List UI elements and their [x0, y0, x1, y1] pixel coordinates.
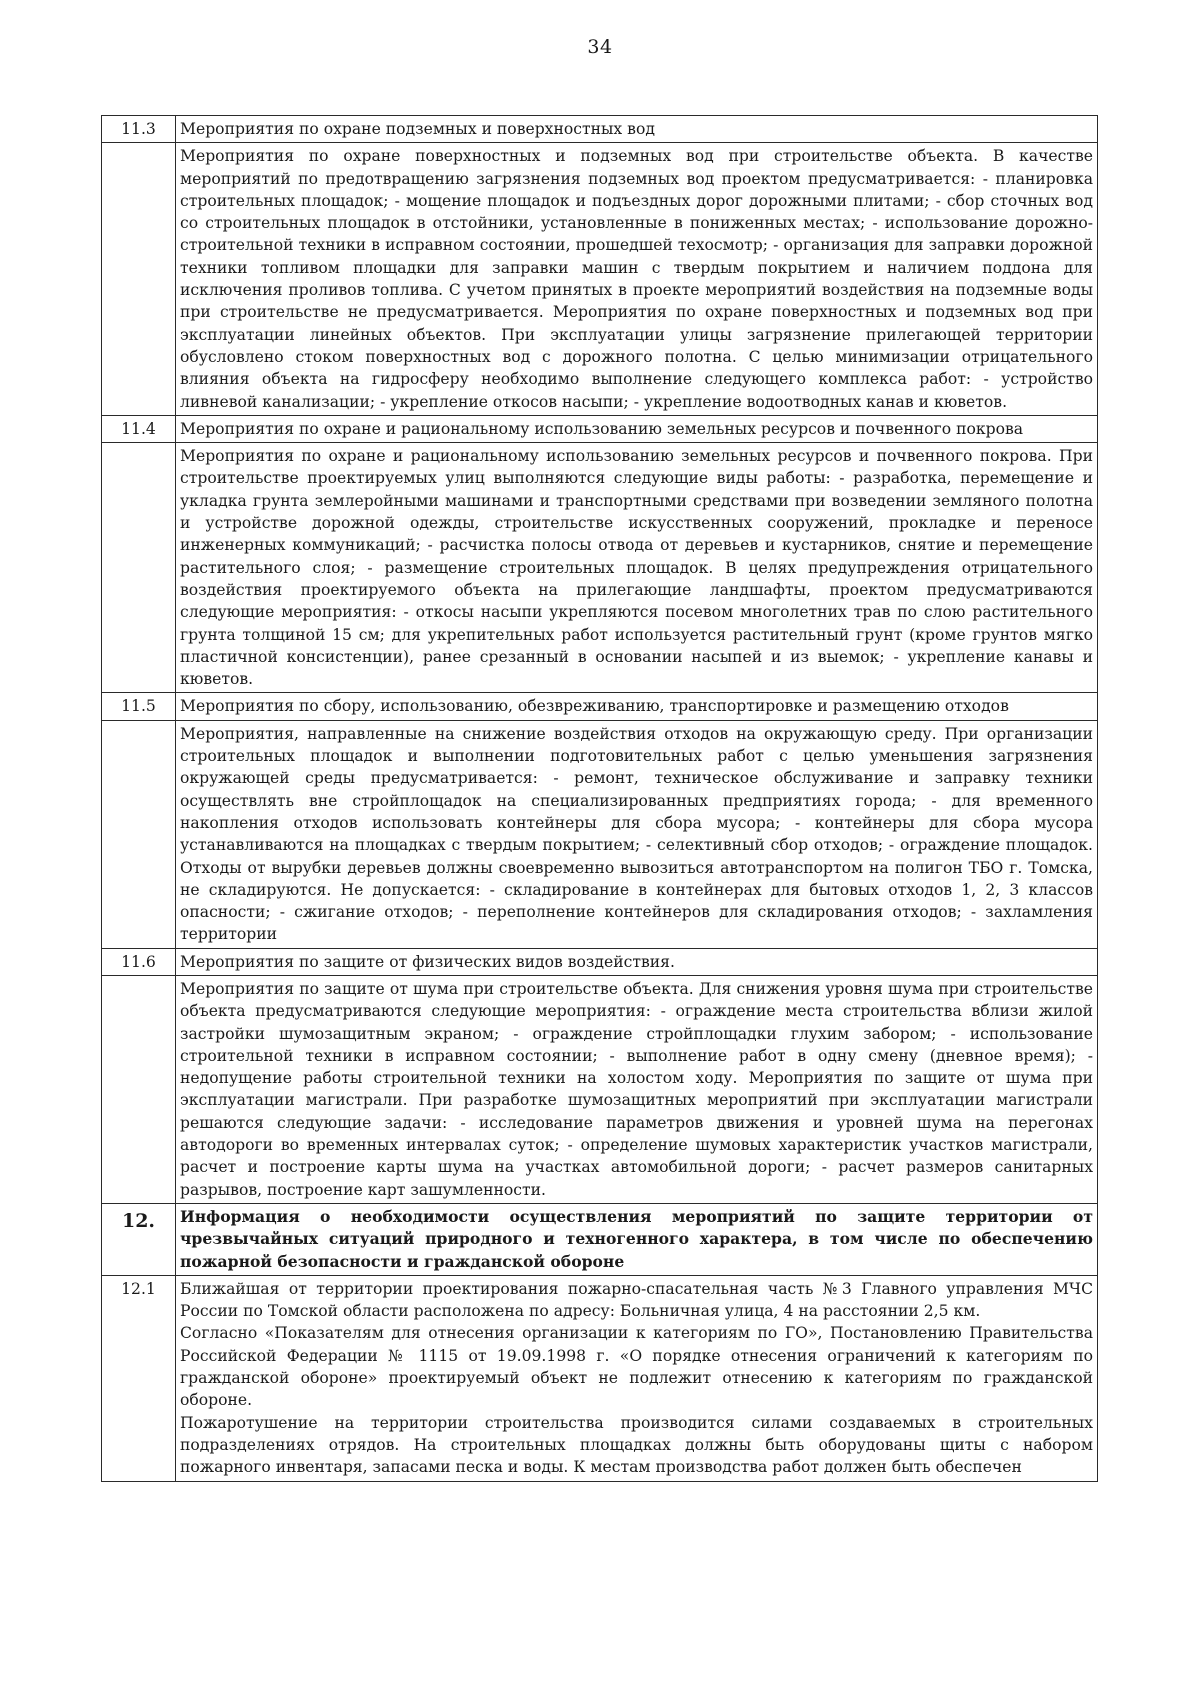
- section-number: 12.: [102, 1203, 176, 1275]
- measures-table: [101, 115, 1098, 1482]
- section-body: [176, 975, 1098, 1203]
- section-title: Мероприятия по защите от физических видов воздействия.: [176, 948, 1098, 975]
- table-row: [102, 720, 1098, 948]
- section-body: [176, 1275, 1098, 1481]
- table-row: [102, 1275, 1098, 1481]
- section-title: Мероприятия по сбору, использованию, обезвреживанию, транспортировке и размещению отходов: [176, 693, 1098, 720]
- table-row: [102, 415, 1098, 442]
- empty-cell: [102, 443, 176, 693]
- table-row: [102, 975, 1098, 1203]
- table-row: [102, 116, 1098, 143]
- empty-cell: [102, 143, 176, 416]
- section-number: 11.3: [102, 116, 176, 143]
- table-row: [102, 143, 1098, 416]
- body-paragraph: Ближайшая от территории проектирования пожарно-спасательная часть №3 Главного управления МЧС России по Томской области расположена по адресу: Больничная улица, 4 на расстоянии 2,5 км.: [180, 1279, 1093, 1321]
- body-paragraph: Согласно «Показателям для отнесения организации к категориям по ГО», Постановлению Правительства Российской Федерации № 1115 от 19.09.1998 г. «О порядке отнесения ограничений к категориям по гражданской обороне» проектируемый объект не подлежит отнесению к категориям по гражданской обороне.: [180, 1324, 1093, 1410]
- section-number: 11.5: [102, 693, 176, 720]
- body-paragraph: Мероприятия по охране и рациональному использованию земельных ресурсов и почвенного покрова. При строительстве проектируемых улиц выполняются следующие виды работы: - разработка, перемещение и укладка грунта землеройными машинами и транспортными средствами при возведении земляного полотна и устройстве дорожной одежды, строительстве искусственных сооружений, прокладке и переносе инженерных коммуникаций; - расчистка полосы отвода от деревьев и кустарников, снятие и перемещение растительного слоя; - размещение строительных площадок. В целях предупреждения отрицательного воздействия проектируемого объекта на прилегающие ландшафты, проектом предусматриваются следующие мероприятия: - откосы насыпи укрепляются посевом многолетних трав по слою растительного грунта толщиной 15 см; для укрепительных работ используется растительный грунт (кроме грунтов мягко пластичной консистенции), ранее срезанный в основании насыпей и из выемок; - укрепление канавы и кюветов.: [180, 447, 1093, 689]
- section-number: 12.1: [102, 1275, 176, 1481]
- body-paragraph: Мероприятия по охране поверхностных и подземных вод при строительстве объекта. В качестве мероприятий по предотвращению загрязнения подземных вод проектом предусматривается: - планировка строительных площадок; - мощение площадок и подъездных дорог дорожными плитами; - сбор сточных вод со строительных площадок в отстойники, установленные в пониженных местах; - использование дорожно-строительной техники в исправном состоянии, прошедшей техосмотр; - организация для заправки дорожной техники топливом площадки для заправки машин с твердым покрытием и наличием поддона для исключения проливов топлива. С учетом принятых в проекте мероприятий воздействия на подземные воды при строительстве не предусматривается. Мероприятия по охране поверхностных и подземных вод при эксплуатации линейных объектов. При эксплуатации улицы загрязнение прилегающей территории обусловлено стоком поверхностных вод с дорожного полотна. С целью минимизации отрицательного влияния объекта на гидросферу необходимо выполнение следующего комплекса работ: - устройство ливневой канализации; - укрепление откосов насыпи; - укрепление водоотводных канав и кюветов.: [180, 147, 1093, 411]
- section-body: [176, 720, 1098, 948]
- section-title: Мероприятия по охране и рациональному использованию земельных ресурсов и почвенного покрова: [176, 415, 1098, 442]
- body-paragraph: Мероприятия по защите от шума при строительстве объекта. Для снижения уровня шума при строительстве объекта предусматриваются следующие мероприятия: - ограждение места строительства вблизи жилой застройки шумозащитным экраном; - ограждение стройплощадки глухим забором; - использование строительной техники в исправном состоянии; - выполнение работ в одну смену (дневное время); - недопущение работы строительной техники на холостом ходу. Мероприятия по защите от шума при эксплуатации магистрали. При разработке шумозащитных мероприятий при эксплуатации магистрали решаются следующие задачи: - исследование параметров движения и уровней шума на перегонах автодороги во временных интервалах суток; - определение шумовых характеристик участков магистрали, расчет и построение карты шума на участках автомобильной дороги; - расчет размеров санитарных разрывов, построение карт зашумленности.: [180, 979, 1093, 1199]
- section-number: 11.4: [102, 415, 176, 442]
- body-paragraph: Пожаротушение на территории строительства производится силами создаваемых в строительных подразделениях отрядов. На строительных площадках должны быть оборудованы щиты с набором пожарного инвентаря, запасами песка и воды. К местам производства работ должен быть обеспечен: [180, 1413, 1093, 1477]
- table-row: [102, 443, 1098, 693]
- section-title: Мероприятия по охране подземных и поверхностных вод: [176, 116, 1098, 143]
- body-paragraph: Мероприятия, направленные на снижение воздействия отходов на окружающую среду. При организации строительных площадок и выполнении подготовительных работ с целью уменьшения загрязнения окружающей среды предусматривается: - ремонт, техническое обслуживание и заправку техники осуществлять вне стройплощадок на специализированных предприятиях города; - для временного накопления отходов использовать контейнеры для сбора мусора; - контейнеры для сбора мусора устанавливаются на площадках с твердым покрытием; - селективный сбор отходов; - ограждение площадок. Отходы от вырубки деревьев должны своевременно вывозиться автотранспортом на полигон ТБО г. Томска, не складируются. Не допускается: - складирование в контейнерах для бытовых отходов 1, 2, 3 классов опасности; - сжигание отходов; - переполнение контейнеров для складирования отходов; - захламления территории: [180, 724, 1093, 944]
- table-row: [102, 1203, 1098, 1275]
- table-row: [102, 693, 1098, 720]
- table-row: [102, 948, 1098, 975]
- section-body: [176, 143, 1098, 416]
- section-number: 11.6: [102, 948, 176, 975]
- section-title: Информация о необходимости осуществления мероприятий по защите территории от чрезвычайных ситуаций природного и техногенного характера, в том числе по обеспечению пожарной безопасности и гражданской обороне: [176, 1203, 1098, 1275]
- empty-cell: [102, 975, 176, 1203]
- section-body: [176, 443, 1098, 693]
- page-number: 34: [587, 36, 613, 58]
- empty-cell: [102, 720, 176, 948]
